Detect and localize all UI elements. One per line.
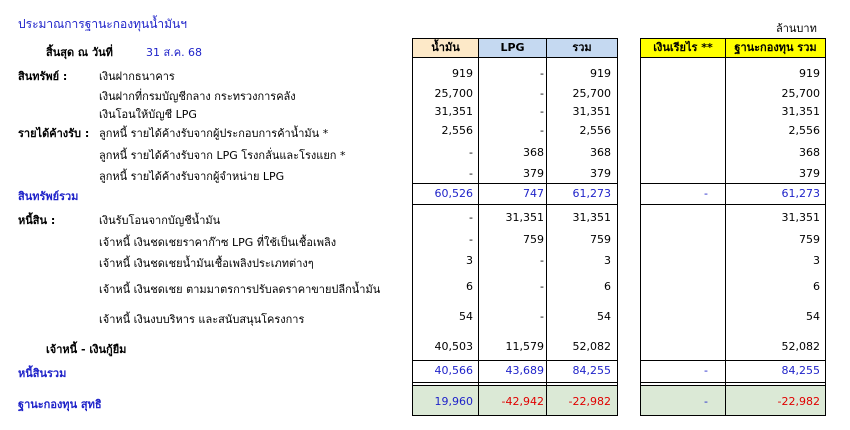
cell-total: 368 xyxy=(590,146,611,159)
cell-oil: - xyxy=(469,233,473,246)
cell-oil-total-liabilities: 40,566 xyxy=(434,364,473,377)
cell-fund: 759 xyxy=(799,233,820,246)
cell-total: 919 xyxy=(590,67,611,80)
cell-lpg: - xyxy=(540,310,544,323)
section-net-position: ฐานะกองทุน สุทธิ xyxy=(18,398,102,411)
cell-oil: 31,351 xyxy=(434,105,473,118)
header-surplus: เงินเรียไร ** xyxy=(640,38,726,58)
cell-lpg-total-assets: 747 xyxy=(523,187,544,200)
cell-oil: - xyxy=(469,211,473,224)
cell-oil: 919 xyxy=(452,67,473,80)
row-label: เจ้าหนี้ เงินชดเชยน้ำมันเชื้อเพลิงประเภทต่างๆ xyxy=(99,257,314,270)
total-liabilities-bottom-rule xyxy=(640,382,826,383)
cell-total: 25,700 xyxy=(572,87,611,100)
as-of-label: สิ้นสุด ณ วันที่ xyxy=(46,46,113,59)
row-label: เจ้าหนี้ เงินชดเชยราคาก๊าซ LPG ที่ใช้เป็นเชื้อเพลิง xyxy=(99,236,337,249)
cell-total: 52,082 xyxy=(572,340,611,353)
cell-total: 2,556 xyxy=(579,124,611,137)
cell-lpg: 759 xyxy=(523,233,544,246)
total-liabilities-top-rule xyxy=(640,360,826,361)
net-top-rule xyxy=(640,385,826,386)
row-label: ลูกหนี้ รายได้ค้างรับจากผู้ประกอบการค้าน้ำมัน * xyxy=(99,127,329,140)
cell-fund: 31,351 xyxy=(781,105,820,118)
section-liabilities: หนี้สิน : xyxy=(18,214,56,227)
cell-lpg-total-liabilities: 43,689 xyxy=(505,364,544,377)
cell-total: 54 xyxy=(597,310,611,323)
cell-fund-net: -22,982 xyxy=(777,395,820,408)
cell-lpg: - xyxy=(540,87,544,100)
cell-lpg: - xyxy=(540,280,544,293)
cell-fund-total-assets: 61,273 xyxy=(781,187,820,200)
cell-total: 759 xyxy=(590,233,611,246)
cell-oil: - xyxy=(469,146,473,159)
cell-surplus-total-assets: - xyxy=(704,187,708,200)
total-assets-bottom-rule xyxy=(412,204,618,205)
cell-oil: 40,503 xyxy=(434,340,473,353)
cell-total-total-liabilities: 84,255 xyxy=(572,364,611,377)
cell-fund: 6 xyxy=(813,280,820,293)
header-lpg: LPG xyxy=(478,38,547,58)
cell-lpg: 31,351 xyxy=(505,211,544,224)
section-receivables: รายได้ค้างรับ : xyxy=(18,127,90,140)
cell-fund: 31,351 xyxy=(781,211,820,224)
cell-fund: 54 xyxy=(806,310,820,323)
cell-fund: 368 xyxy=(799,146,820,159)
grid-vline xyxy=(825,58,826,416)
cell-total: 31,351 xyxy=(572,105,611,118)
grid-vline xyxy=(640,58,641,416)
cell-oil: 2,556 xyxy=(441,124,473,137)
net-bottom-rule xyxy=(412,415,618,416)
cell-lpg: 379 xyxy=(523,167,544,180)
cell-oil: - xyxy=(469,167,473,180)
total-liabilities-top-rule xyxy=(412,360,618,361)
cell-total-total-assets: 61,273 xyxy=(572,187,611,200)
grid-vline xyxy=(617,58,618,416)
total-assets-top-rule xyxy=(412,183,618,184)
cell-surplus-net: - xyxy=(704,395,708,408)
net-bottom-rule xyxy=(640,415,826,416)
total-assets-bottom-rule xyxy=(640,204,826,205)
cell-lpg: 11,579 xyxy=(505,340,544,353)
cell-total: 3 xyxy=(604,254,611,267)
total-liabilities-bottom-rule xyxy=(412,382,618,383)
header-oil: น้ำมัน xyxy=(412,38,479,58)
cell-total: 379 xyxy=(590,167,611,180)
header-fund: ฐานะกองทุน รวม xyxy=(725,38,826,58)
cell-total-net: -22,982 xyxy=(568,395,611,408)
cell-lpg: - xyxy=(540,124,544,137)
row-label: เงินฝากธนาคาร xyxy=(99,70,175,83)
section-total-assets: สินทรัพย์รวม xyxy=(18,190,79,203)
cell-fund: 25,700 xyxy=(781,87,820,100)
cell-oil: 3 xyxy=(466,254,473,267)
cell-fund: 379 xyxy=(799,167,820,180)
total-assets-top-rule xyxy=(640,183,826,184)
row-label: เงินฝากที่กรมบัญชีกลาง กระทรวงการคลัง xyxy=(99,90,296,103)
unit-label: ล้านบาท xyxy=(776,22,817,35)
report-title: ประมาณการฐานะกองทุนน้ำมันฯ xyxy=(18,17,187,31)
cell-total: 6 xyxy=(604,280,611,293)
cell-total: 31,351 xyxy=(572,211,611,224)
row-label: เจ้าหนี้ - เงินกู้ยืม xyxy=(46,343,127,356)
row-label: ลูกหนี้ รายได้ค้างรับจาก LPG โรงกลั่นและโรงแยก * xyxy=(99,149,346,162)
row-label: เงินโอนให้บัญชี LPG xyxy=(99,108,197,121)
cell-oil: 6 xyxy=(466,280,473,293)
header-total: รวม xyxy=(546,38,618,58)
cell-fund: 3 xyxy=(813,254,820,267)
cell-lpg: 368 xyxy=(523,146,544,159)
cell-oil-net: 19,960 xyxy=(434,395,473,408)
cell-fund-total-liabilities: 84,255 xyxy=(781,364,820,377)
row-label: เจ้าหนี้ เงินงบบริหาร และสนับสนุนโครงการ xyxy=(99,313,305,326)
section-total-liabilities: หนี้สินรวม xyxy=(18,367,67,380)
as-of-date: 31 ส.ค. 68 xyxy=(146,46,203,59)
cell-oil-total-assets: 60,526 xyxy=(434,187,473,200)
cell-lpg-net: -42,942 xyxy=(501,395,544,408)
cell-fund: 919 xyxy=(799,67,820,80)
cell-lpg: - xyxy=(540,67,544,80)
row-label: ลูกหนี้ รายได้ค้างรับจากผู้จำหน่าย LPG xyxy=(99,170,285,183)
cell-lpg: - xyxy=(540,105,544,118)
cell-fund: 52,082 xyxy=(781,340,820,353)
cell-lpg: - xyxy=(540,254,544,267)
cell-oil: 25,700 xyxy=(434,87,473,100)
cell-oil: 54 xyxy=(459,310,473,323)
cell-fund: 2,556 xyxy=(788,124,820,137)
row-label: เงินรับโอนจากบัญชีน้ำมัน xyxy=(99,214,221,227)
section-assets: สินทรัพย์ : xyxy=(18,70,68,83)
cell-surplus-total-liabilities: - xyxy=(704,364,708,377)
row-label: เจ้าหนี้ เงินชดเชย ตามมาตรการปรับลดราคาขายปลีกน้ำมัน xyxy=(99,283,381,296)
net-top-rule xyxy=(412,385,618,386)
